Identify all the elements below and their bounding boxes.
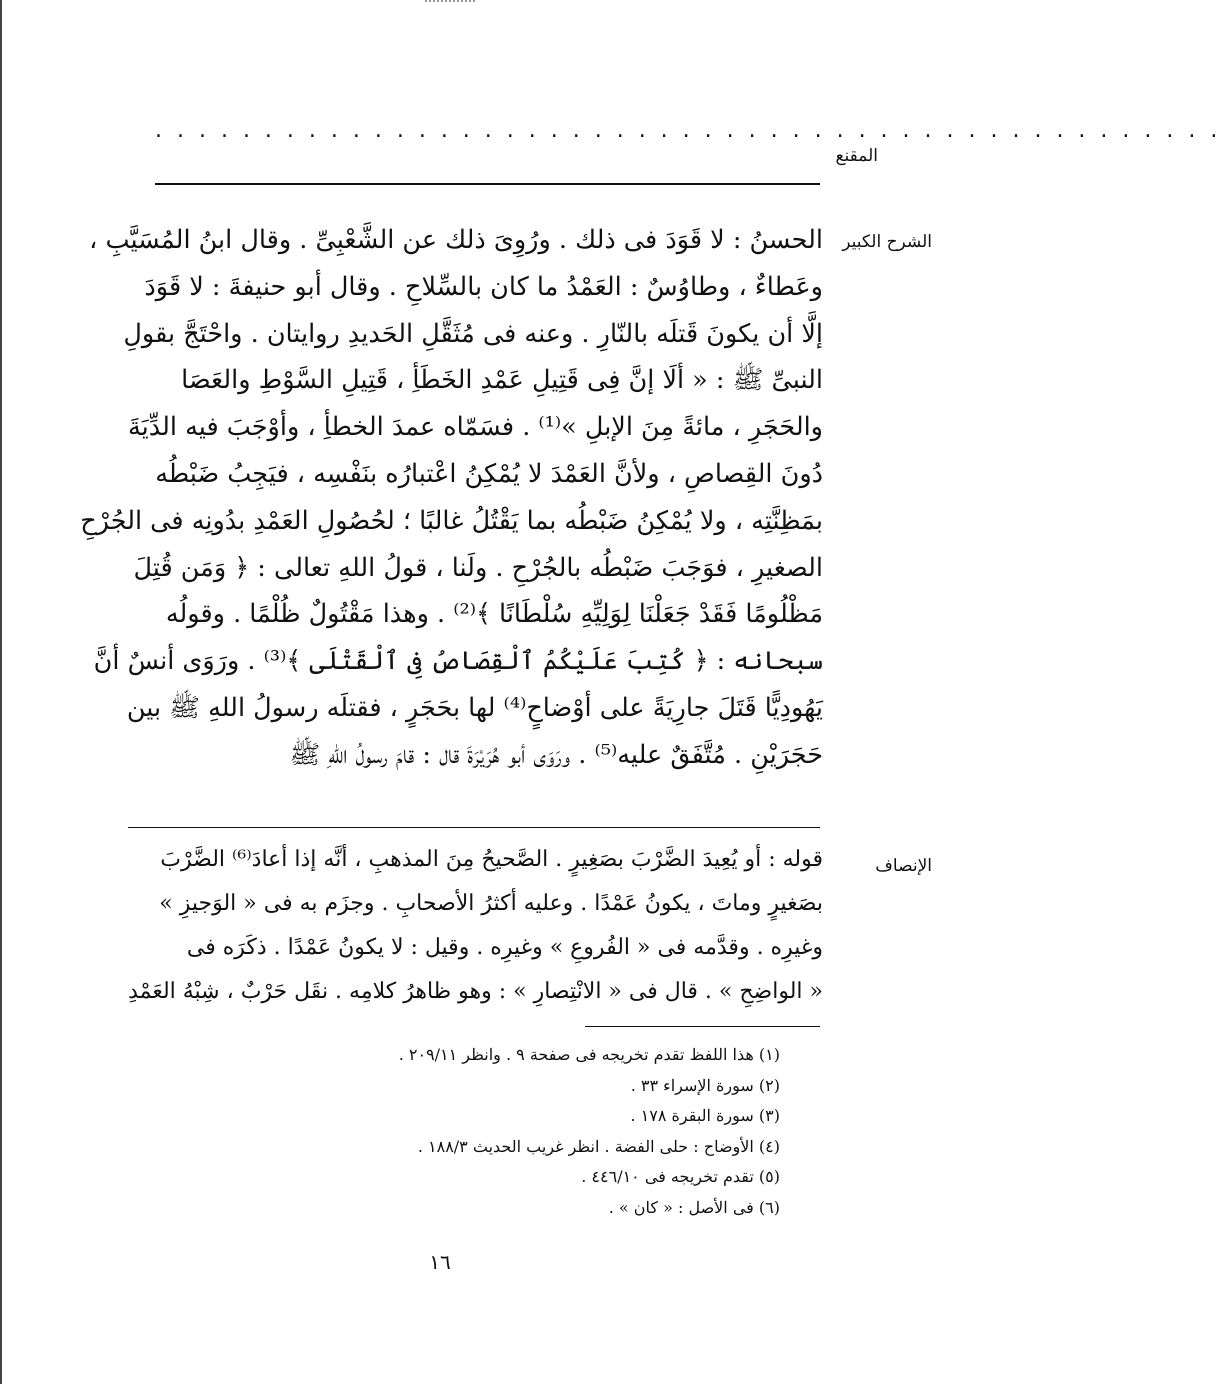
header-dotted-line: . . . . . . . . . . . . . . . . . . . . . . . . . . . . . . . . . . . . . . . . . . . . . . . . .: [155, 118, 1221, 143]
page-number: ١٦: [429, 1250, 451, 1274]
top-dash-mark: [425, 0, 475, 2]
insaf-line: « الواضِحِ » . قال فى « الانْتِصارِ » : وهو ظاهرُ كلامِه . نقَل حَرْبٌ ، شِبْهُ العَمْدِ: [128, 979, 823, 1004]
footnote: (٤) الأوضاح : حلى الفضة . انظر غريب الحديث ١٨٨/٣ .: [417, 1136, 780, 1156]
main-line: يَهُودِيًّا قَتَلَ جارِيَةً على أوْضاحٍ⁽⁴⁾ لها بحَجَرٍ ، فقتلَه رسولُ اللهِ ﷺ بين: [126, 692, 823, 723]
main-line: الصغيرِ ، فوَجَبَ ضَبْطُه بالجُرْحِ . ولَنا ، قولُ اللهِ تعالى : ﴿ وَمَن قُتِلَ: [133, 552, 823, 583]
main-line: سبحانه : ﴿ كُتِبَ عَلَيْكُمُ ٱلْقِصَاصُ فِى ٱلْقَتْلَى ﴾⁽³⁾ . ورَوَى أنسٌ أنَّ: [93, 646, 823, 677]
footnotes: [300, 1040, 780, 1223]
page-edge-line: [0, 0, 2, 1384]
header-rule: [155, 183, 820, 185]
running-header-title: المقنع: [835, 146, 878, 166]
footnote: (٥) تقدم تخريجه فى ٤٤٦/١٠ .: [581, 1167, 780, 1186]
footnote: (٢) سورة الإسراء ٣٣ .: [630, 1075, 780, 1095]
main-line: الحسنُ : لا قَوَدَ فى ذلك . ورُوِىَ ذلك عن الشَّعْبِىِّ . وقال ابنُ المُسَيَّبِ ،: [89, 225, 823, 255]
main-line: النبىِّ ﷺ : « ألَا إنَّ فِى قَتِيلِ عَمْدِ الخَطَأِ ، قَتِيلِ السَّوْطِ والعَصَا: [181, 365, 823, 396]
section-label-insaf: الإنصاف: [875, 856, 932, 876]
main-line: إلَّا أن يكونَ قَتلَه بالنّارِ . وعنه فى مُثَقَّلِ الحَديدِ روايتان . واحْتَجَّ بقولِ: [123, 318, 823, 349]
section-label-sharh: الشرح الكبير: [842, 232, 932, 252]
section-separator: [128, 827, 820, 828]
footnote: (٣) سورة البقرة ١٧٨ .: [630, 1106, 780, 1125]
insaf-line: بصَغيرٍ وماتَ ، يكونُ عَمْدًا . وعليه أكثرُ الأصحابِ . وجزَم به فى « الوَجيزِ »: [159, 891, 823, 916]
main-line: بمَظِنَّتِه ، ولا يُمْكِنُ ضَبْطُه بما يَقْتُلُ غالبًا ؛ لحُصُولِ العَمْدِ بدُونِه فى الجُرْحِ: [80, 505, 823, 536]
footnote: (٦) فى الأصل : « كان » .: [608, 1197, 780, 1217]
main-line: وعَطاءٌ ، وطاوُسٌ : العَمْدُ ما كان بالسِّلاحِ . وقال أبو حنيفةَ : لا قَوَدَ: [144, 271, 823, 302]
main-line: والحَجَرِ ، مائةً مِنَ الإبلِ »⁽¹⁾ . فسَمّاه عمدَ الخطأِ ، وأوْجَبَ فيه الدِّيَةَ: [127, 412, 823, 443]
footnote: (١) هذا اللفظ تقدم تخريجه فى صفحة ٩ . وانظر ٢٠٩/١١ .: [398, 1045, 780, 1064]
main-line: حَجَرَيْنِ . مُتَّفَقٌ عليه⁽⁵⁾ . ورَوَى أبو هُرَيْرَةَ قال : قامَ رسولُ اللهِ ﷺ: [289, 739, 823, 770]
insaf-text: [128, 838, 823, 1014]
main-line: دُونَ القِصاصِ ، ولأنَّ العَمْدَ لا يُمْكِنُ اعْتبارُه بنَفْسِه ، فيَجِبُ ضَبْطُه: [155, 458, 823, 489]
main-line: مَظْلُومًا فَقَدْ جَعَلْنَا لِوَلِيِّهِ سُلْطَانًا ﴾⁽²⁾ . وهذا مَقْتُولٌ ظُلْمًا . وقولُه: [165, 599, 823, 630]
main-commentary-text: [80, 217, 823, 779]
insaf-line: وغيرِه . وقدَّمه فى « الفُروعِ » وغيرِه . وقيل : لا يكونُ عَمْدًا . ذكَرَه فى: [186, 935, 823, 960]
insaf-line: قوله : أو يُعِيدَ الضَّرْبَ بصَغِيرٍ . الصَّحيحُ مِنَ المذهبِ ، أنَّه إذا أعادَ⁽⁶⁾ الضَّرْبَ: [160, 847, 823, 872]
footnote-separator: [585, 1026, 820, 1027]
